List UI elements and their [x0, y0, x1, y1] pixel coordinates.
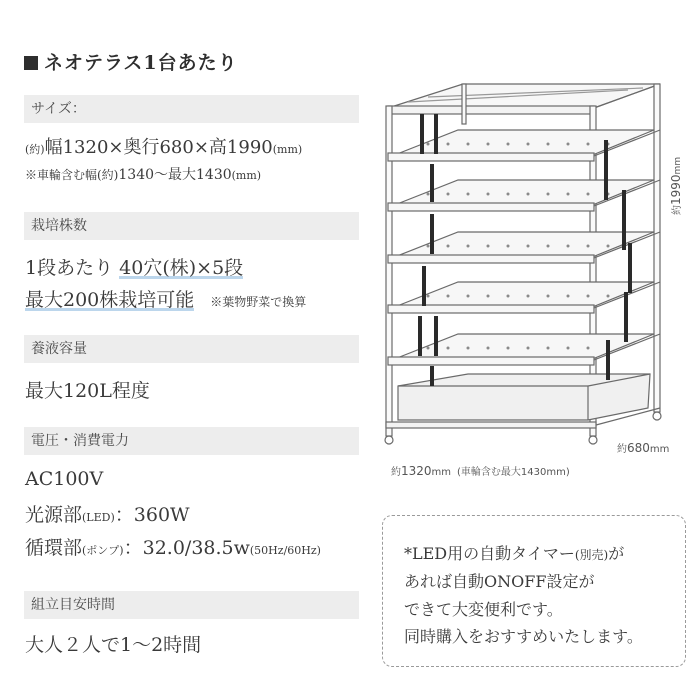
note-line-1: *LED用の自動タイマー(別売)が	[404, 544, 625, 563]
height-dimension: 約1990mm	[669, 156, 683, 215]
section-header-power: 電圧・消費電力	[24, 427, 359, 455]
section-header-plants: 栽培株数	[24, 212, 359, 240]
note-line-2: あれば自動ONOFF設定が	[404, 572, 595, 591]
section-header-capacity: 養液容量	[24, 335, 359, 363]
highlight-40-holes: 40穴(株)×5段	[119, 257, 244, 279]
section-header-size: サイズ：	[24, 95, 359, 123]
plants-line-1: 1段あたり 40穴(株)×5段	[25, 257, 244, 279]
size-line-2: ※車輪含む幅(約)1340～最大1430(mm)	[25, 167, 262, 183]
note-line-3: できて大変便利です。	[404, 600, 563, 619]
highlight-max-200: 最大200株栽培可能	[25, 289, 195, 311]
voltage-value: AC100V	[25, 468, 104, 490]
page-title: ネオテラス1台あたり	[24, 48, 238, 75]
square-bullet-icon	[24, 56, 38, 70]
shelf-illustration	[378, 78, 668, 450]
depth-dimension: 約680mm	[617, 441, 670, 455]
section-header-assembly: 組立目安時間	[24, 591, 359, 619]
width-dimension: 約1320mm (車輪含む最大1430mm)	[391, 464, 570, 478]
note-line-4: 同時購入をおすすめいたします。	[404, 627, 643, 646]
size-line-1: (約)幅1320×奥行680×高1990(mm)	[25, 137, 303, 158]
plants-line-2: 最大200株栽培可能 ※葉物野菜で換算	[25, 289, 307, 311]
light-line: 光源部(LED)：360W	[25, 504, 190, 526]
capacity-value: 最大120L程度	[25, 380, 150, 402]
assembly-value: 大人２人で1～2時間	[25, 634, 202, 656]
pump-line: 循環部(ポンプ)：32.0/38.5w(50Hz/60Hz)	[25, 537, 321, 559]
